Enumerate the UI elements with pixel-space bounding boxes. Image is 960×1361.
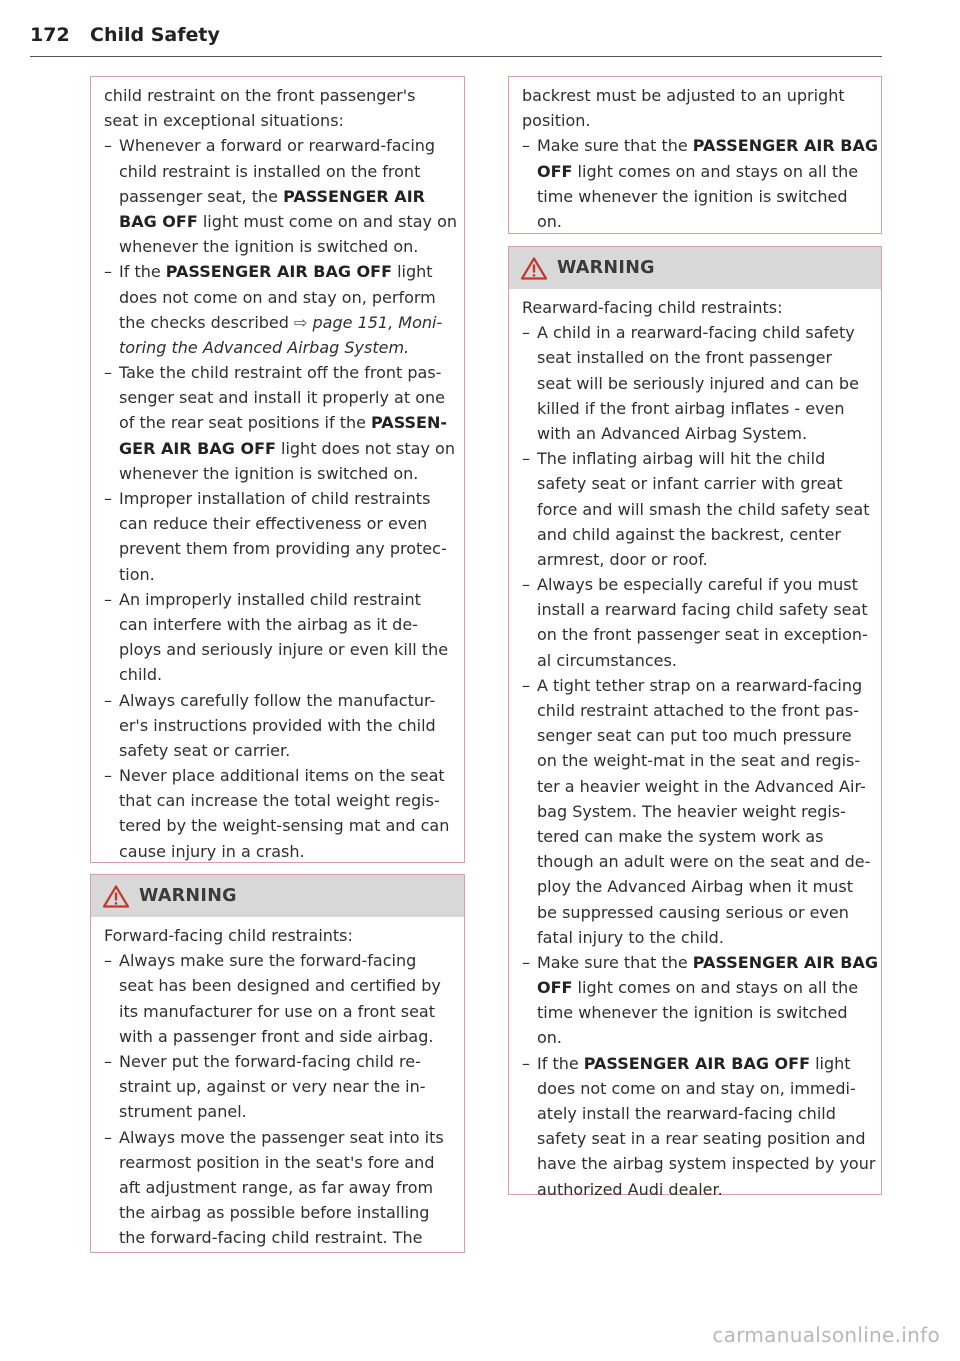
text-lines	[91, 923, 464, 1250]
text-line: though an adult were on the seat and de-	[537, 852, 871, 872]
text-line: – Never place additional items on the seat	[104, 766, 445, 786]
text-line: tered can make the system work as	[537, 826, 824, 846]
text-lines	[509, 83, 881, 234]
text-line: straint up, against or very near the in-	[119, 1077, 426, 1097]
text-line: – Whenever a forward or rearward-facing	[104, 136, 436, 156]
text-line: force and will smash the child safety seat	[537, 499, 870, 519]
text-line: cause injury in a crash.	[119, 841, 305, 861]
text-line: passenger seat, the PASSENGER AIR	[119, 186, 425, 206]
text-line: whenever the ignition is switched on.	[119, 237, 419, 257]
text-lines	[509, 295, 881, 1202]
text-line: seat in exceptional situations:	[104, 111, 344, 131]
warning-header	[91, 875, 464, 917]
text-line: ter a heavier weight in the Advanced Air-	[537, 776, 866, 796]
text-line: ately install the rearward-facing child	[537, 1104, 836, 1123]
text-line: safety seat in a rear seating position and	[537, 1129, 866, 1149]
text-line: – Make sure that the PASSENGER AIR BAG	[522, 136, 878, 156]
text-line: – Take the child restraint off the front pas-	[104, 363, 442, 383]
text-line: – A tight tether strap on a rearward-facing	[522, 675, 863, 695]
text-line: seat has been designed and certified by	[119, 976, 441, 996]
text-line: its manufacturer for use on a front seat	[119, 1001, 435, 1021]
text-line: child restraint attached to the front pas-	[537, 701, 859, 720]
text-line: safety seat or infant carrier with great	[537, 474, 843, 494]
text-line: Rearward-facing child restraints:	[522, 298, 783, 317]
section-title: Child Safety	[90, 24, 220, 46]
text-line: child.	[119, 665, 163, 685]
text-line: – Always move the passenger seat into its	[104, 1127, 444, 1147]
text-line: rearmost position in the seat's fore and	[119, 1152, 435, 1172]
text-line: – The inflating airbag will hit the child	[522, 449, 826, 469]
text-line: – A child in a rearward-facing child safety	[522, 323, 855, 343]
text-line: install a rearward facing child safety seat	[537, 600, 868, 620]
text-line: that can increase the total weight regis-	[119, 791, 440, 811]
text-line: bag System. The heavier weight regis-	[537, 801, 846, 821]
text-line: OFF light comes on and stays on all the	[537, 978, 859, 998]
warning-box-rearward-facing	[508, 246, 882, 1199]
page-header	[30, 22, 882, 57]
text-line: seat installed on the front passenger	[537, 348, 833, 368]
text-line: position.	[522, 111, 591, 131]
text-line: OFF light comes on and stays on all the	[537, 161, 859, 181]
text-line: – An improperly installed child restraint	[104, 589, 421, 609]
text-line: with a passenger front and side airbag.	[119, 1026, 434, 1046]
text-line: can reduce their effectiveness or even	[119, 514, 428, 534]
text-line: senger seat can put too much pressure	[537, 726, 852, 746]
text-line: on the weight-mat in the seat and regis-	[537, 751, 861, 771]
text-line: GER AIR BAG OFF light does not stay on	[119, 438, 455, 458]
text-line: – Always carefully follow the manufactur-	[104, 690, 436, 710]
text-line: on.	[537, 211, 563, 231]
text-line: – Always be especially careful if you must	[522, 575, 858, 595]
text-line: the forward-facing child restraint. The	[119, 1228, 423, 1248]
text-line: al circumstances.	[537, 650, 677, 670]
text-line: Forward-facing child restraints:	[104, 926, 353, 945]
warning-triangle-icon	[521, 257, 547, 280]
text-line: backrest must be adjusted to an upright	[522, 86, 845, 105]
text-line: on the front passenger seat in exception-	[537, 625, 868, 645]
text-line: ploy the Advanced Airbag when it must	[537, 877, 854, 897]
text-line: – If the PASSENGER AIR BAG OFF light	[522, 1053, 851, 1073]
text-line: safety seat or carrier.	[119, 740, 291, 760]
text-line: can interfere with the airbag as it de-	[119, 614, 418, 634]
text-line: er's instructions provided with the child	[119, 715, 436, 735]
text-line: – Improper installation of child restraints	[104, 489, 431, 508]
text-line: BAG OFF light must come on and stay on	[119, 211, 458, 231]
text-line: on.	[537, 1028, 563, 1048]
text-line: time whenever the ignition is switched	[537, 1003, 848, 1023]
warning-box-forward-facing	[90, 874, 465, 1253]
text-line: child restraint is installed on the front	[119, 161, 421, 181]
warning-title: WARNING	[557, 258, 655, 278]
text-line: be suppressed causing serious or even	[537, 902, 849, 922]
text-line: senger seat and install it properly at one	[119, 388, 445, 408]
text-line: authorized Audi dealer.	[537, 1179, 723, 1199]
text-line: – Make sure that the PASSENGER AIR BAG	[522, 952, 878, 972]
text-line: and child against the backrest, center	[537, 524, 841, 544]
text-line: toring the Advanced Airbag System.	[119, 337, 410, 357]
text-line: time whenever the ignition is switched	[537, 186, 848, 206]
text-line: – If the PASSENGER AIR BAG OFF light	[104, 262, 433, 282]
text-line: does not come on and stay on, immedi-	[537, 1078, 856, 1098]
text-line: have the airbag system inspected by your	[537, 1154, 876, 1174]
text-line: the airbag as possible before installing	[119, 1203, 430, 1223]
text-line: the checks described ⇨ page 151, Moni-	[119, 312, 443, 332]
text-line: tered by the weight-sensing mat and can	[119, 816, 450, 836]
text-line: prevent them from providing any protec-	[119, 539, 447, 559]
text-line: – Never put the forward-facing child re-	[104, 1051, 421, 1071]
text-line: with an Advanced Airbag System.	[537, 423, 808, 443]
text-line: of the rear seat positions if the PASSEN-	[119, 413, 447, 433]
page-number: 172	[30, 24, 70, 46]
warning-triangle-icon	[103, 885, 129, 908]
text-line: armrest, door or roof.	[537, 549, 708, 569]
text-line: child restraint on the front passenger's	[104, 86, 416, 105]
text-line: whenever the ignition is switched on.	[119, 463, 419, 483]
child-restraint-info-box	[90, 76, 465, 863]
text-lines	[91, 83, 464, 864]
passenger-seat-info-box	[508, 76, 882, 234]
text-line: killed if the front airbag inflates - even	[537, 398, 845, 418]
text-line: seat will be seriously injured and can be	[537, 373, 859, 393]
warning-title: WARNING	[139, 886, 237, 906]
text-line: tion.	[119, 564, 155, 584]
text-line: strument panel.	[119, 1102, 247, 1122]
text-line: fatal injury to the child.	[537, 927, 724, 947]
warning-header	[509, 247, 881, 289]
text-line: aft adjustment range, as far away from	[119, 1177, 434, 1197]
text-line: ploys and seriously injure or even kill the	[119, 640, 449, 660]
watermark: carmanualsonline.info	[712, 1323, 940, 1347]
text-line: does not come on and stay on, perform	[119, 287, 436, 307]
text-line: – Always make sure the forward-facing	[104, 951, 417, 971]
